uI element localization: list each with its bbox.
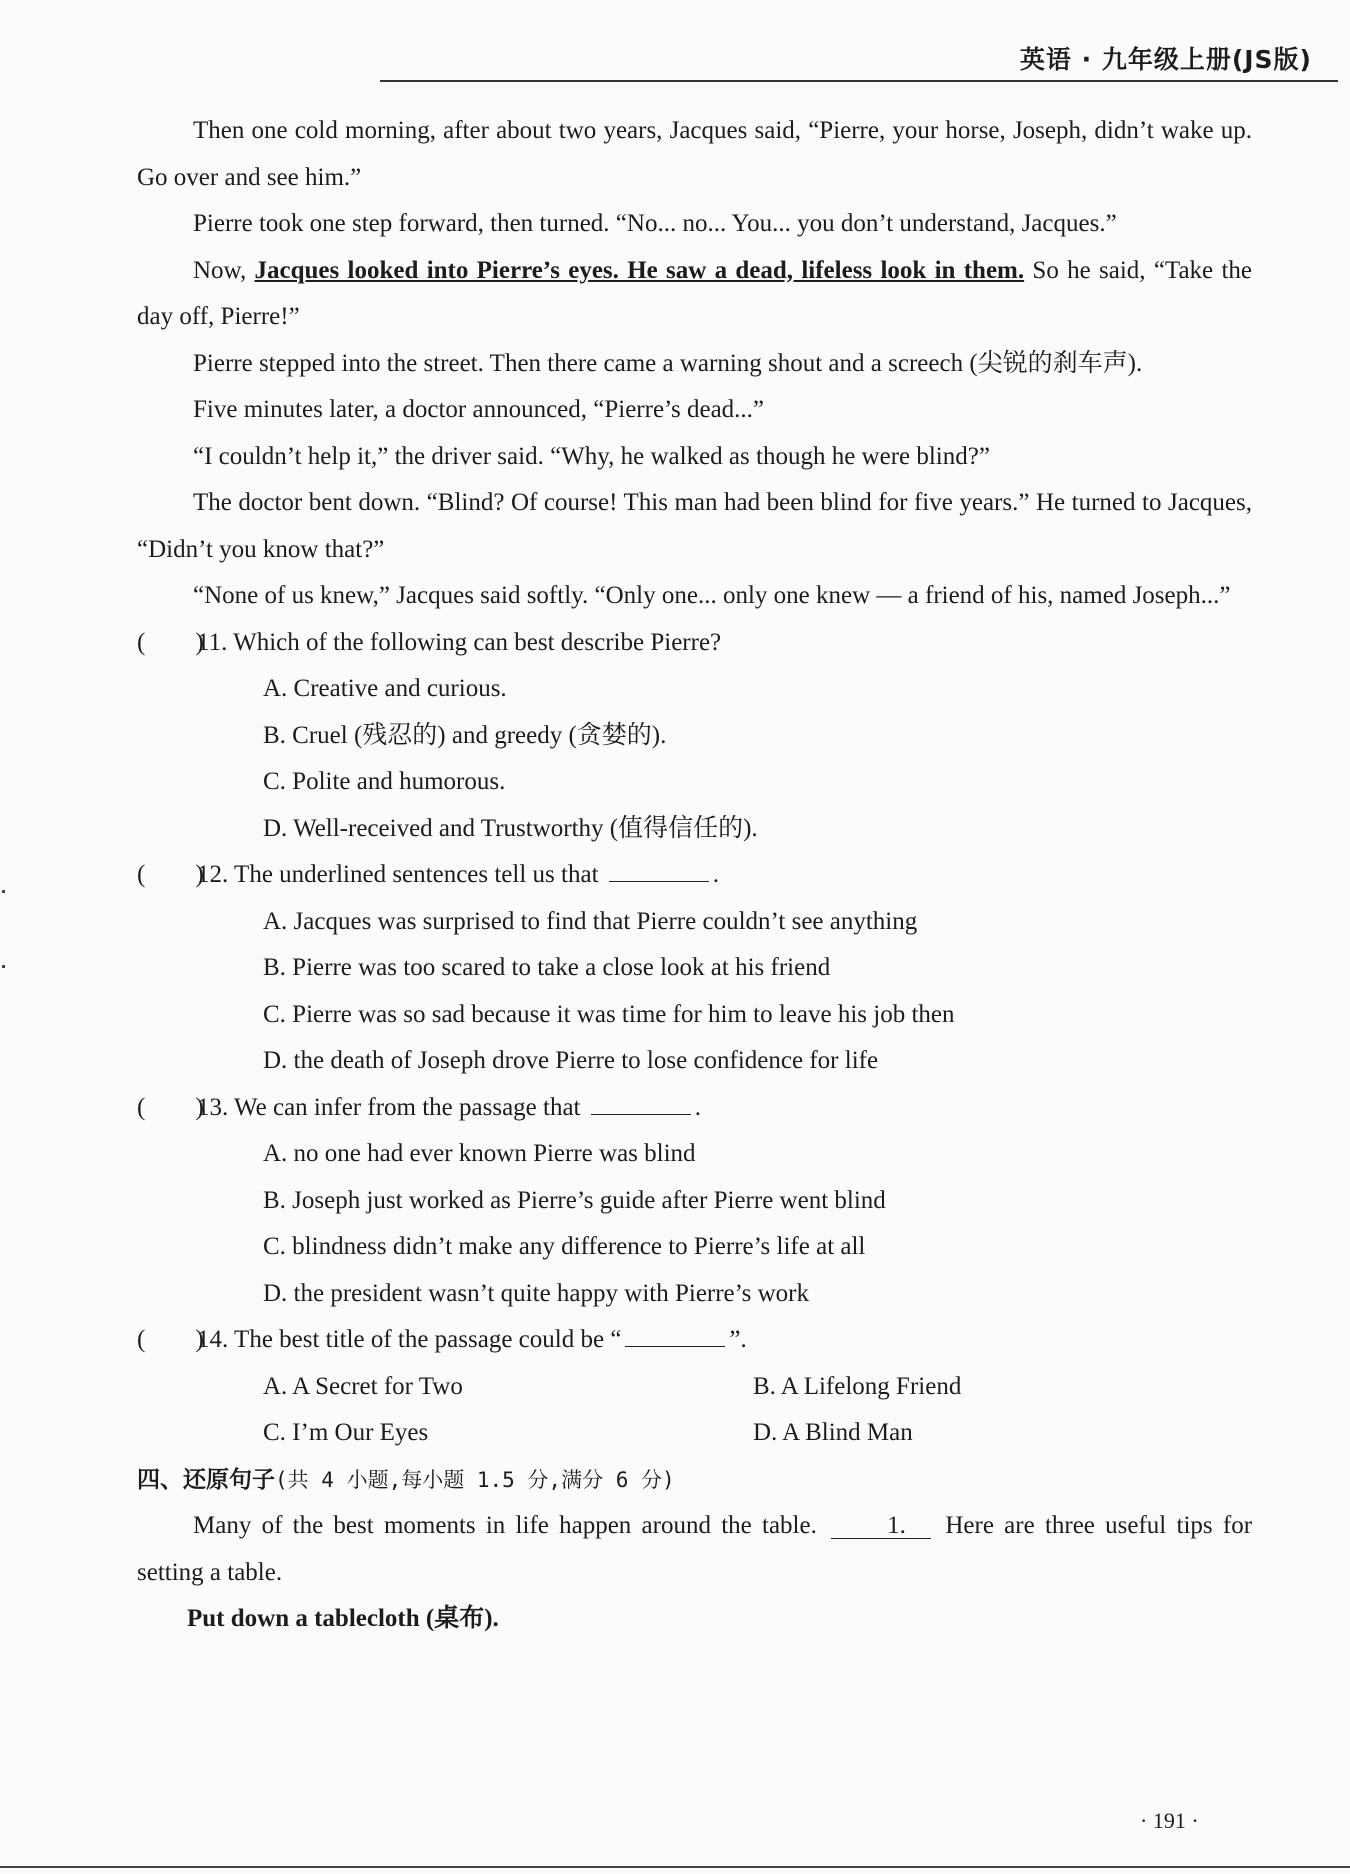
option: D. the death of Joseph drove Pierre to lose confidence for life — [263, 1047, 879, 1074]
option: C. blindness didn’t make any difference to Pierre’s life at all — [263, 1233, 866, 1260]
story-paragraph: Five minutes later, a doctor announced, “Pierre’s dead...” — [193, 396, 765, 423]
margin-mark — [2, 890, 5, 893]
answer-blank[interactable] — [609, 881, 709, 882]
option: A. A Secret for Two — [263, 1372, 463, 1400]
story-paragraph: The doctor bent down. “Blind? Of course! This man had been blind for five years.” He turned to Jacques, “Didn’t you know that?” — [137, 489, 1252, 563]
section-title: 四、还原句子 — [137, 1466, 275, 1493]
option: A. no one had ever known Pierre was blind — [263, 1140, 696, 1167]
answer-blank[interactable] — [625, 1346, 725, 1347]
header-divider — [380, 80, 1338, 82]
text-run: Here are three useful tips for setting a table. — [137, 1512, 1253, 1586]
story-paragraph: Then one cold morning, after about two years, Jacques said, “Pierre, your horse, Joseph, didn’t wake up. Go over and see him.” — [137, 117, 1252, 191]
text-run: So he said, “Take the day off, Pierre!” — [137, 256, 1252, 330]
question-11 — [137, 620, 1252, 667]
answer-bracket[interactable]: ( ) — [137, 1326, 204, 1353]
question-stem-line — [197, 1085, 1252, 1132]
option: A. Creative and curious. — [263, 675, 507, 702]
question-stem-line — [197, 1317, 1252, 1364]
text-run: Now, — [193, 256, 255, 284]
story-paragraph: Pierre stepped into the street. Then there came a warning shout and a screech (尖锐的刹车声). — [193, 349, 1143, 377]
option-row — [137, 1410, 1252, 1457]
option: D. Well-received and Trustworthy (值得信任的). — [263, 814, 758, 842]
question-12 — [137, 852, 1252, 899]
tip-heading: Put down a tablecloth (桌布). — [187, 1605, 499, 1632]
page-header-title: 英语 · 九年级上册(JS版) — [1019, 45, 1312, 74]
question-stem-end: ”. — [729, 1326, 747, 1353]
page-content — [137, 108, 1252, 1643]
question-stem: 14. The best title of the passage could be “ — [197, 1326, 622, 1353]
section-note: (共 4 小题,每小题 1.5 分,满分 6 分) — [275, 1467, 675, 1492]
question-stem-end: . — [712, 861, 720, 888]
option: B. A Lifelong Friend — [753, 1372, 962, 1400]
question-stem: 13. We can infer from the passage that — [197, 1093, 581, 1121]
option: B. Joseph just worked as Pierre’s guide after Pierre went blind — [263, 1186, 886, 1214]
footer-divider — [0, 1866, 1350, 1868]
question-14 — [137, 1317, 1252, 1364]
option: B. Pierre was too scared to take a close look at his friend — [263, 954, 831, 981]
question-13 — [137, 1085, 1252, 1132]
answer-blank-1[interactable]: 1. — [831, 1514, 931, 1539]
option: B. Cruel (残忍的) and greedy (贪婪的). — [263, 721, 667, 749]
answer-blank[interactable] — [591, 1114, 691, 1115]
answer-bracket[interactable]: ( ) — [137, 1093, 204, 1121]
question-stem: 11. Which of the following can best describe Pierre? — [197, 628, 722, 656]
margin-mark — [2, 965, 5, 968]
section-heading — [137, 1457, 1252, 1504]
option: C. I’m Our Eyes — [263, 1419, 429, 1446]
option: D. the president wasn’t quite happy with Pierre’s work — [263, 1279, 809, 1307]
answer-bracket[interactable]: ( ) — [137, 628, 204, 656]
page-number: · 191 · — [1140, 1808, 1199, 1833]
option: A. Jacques was surprised to find that Pierre couldn’t see anything — [263, 907, 918, 935]
section-intro — [137, 1503, 1252, 1596]
story-paragraph-underlined — [137, 248, 1252, 341]
question-stem-line — [197, 852, 1252, 899]
question-stem: 12. The underlined sentences tell us that — [197, 861, 599, 888]
underlined-sentences: Jacques looked into Pierre’s eyes. He saw a dead, lifeless look in them. — [254, 256, 1025, 284]
text-run: Many of the best moments in life happen around the table. — [193, 1512, 828, 1539]
story-paragraph: “None of us knew,” Jacques said softly. “Only one... only one knew — a friend of his, named Joseph...” — [193, 582, 1231, 609]
answer-bracket[interactable]: ( ) — [137, 861, 204, 888]
story-paragraph: “I couldn’t help it,” the driver said. “Why, he walked as though he were blind?” — [193, 442, 990, 470]
option: C. Pierre was so sad because it was time for him to leave his job then — [263, 1000, 955, 1028]
option: D. A Blind Man — [753, 1419, 913, 1446]
story-paragraph: Pierre took one step forward, then turned. “No... no... You... you don’t understand, Jacques.” — [193, 210, 1117, 237]
question-stem-end: . — [694, 1093, 701, 1121]
option: C. Polite and humorous. — [263, 768, 506, 795]
option-row — [137, 1364, 1252, 1411]
